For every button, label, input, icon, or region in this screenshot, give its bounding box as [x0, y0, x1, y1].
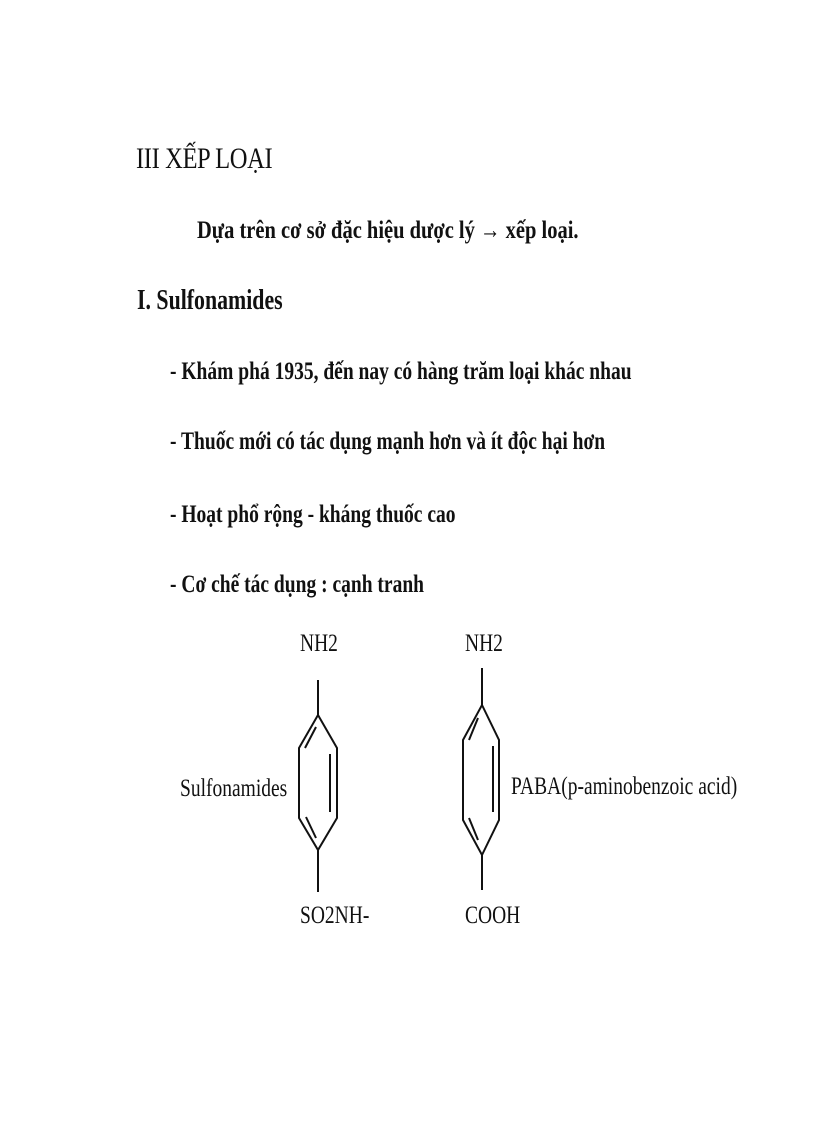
bullet-item: - Thuốc mới có tác dụng mạnh hơn và ít độc hại hơn: [170, 428, 606, 455]
left-bottom-group: SO2NH-: [300, 902, 370, 929]
bullet-item: - Cơ chế tác dụng : cạnh tranh: [170, 571, 425, 598]
sulfonamides-label: Sulfonamides: [180, 775, 288, 802]
ring-outline: [299, 715, 337, 850]
section-heading: III XẾP LOẠI: [136, 142, 273, 175]
double-bond-inner: [305, 727, 316, 748]
right-top-group: NH2: [465, 630, 503, 657]
bullet-item: - Hoạt phổ rộng - kháng thuốc cao: [170, 501, 456, 528]
subsection-heading: I. Sulfonamides: [137, 285, 283, 316]
sulfonamide-benzene-ring: [299, 680, 337, 892]
left-top-group: NH2: [300, 630, 338, 657]
bullet-item: - Khám phá 1935, đến nay có hàng trăm loại khác nhau: [170, 358, 632, 385]
intro-text: Dựa trên cơ sở đặc hiệu dược lý → xếp loại.: [197, 217, 579, 244]
paba-label: PABA(p-aminobenzoic acid): [511, 773, 738, 800]
double-bond-inner: [306, 817, 316, 838]
double-bond-inner: [469, 818, 478, 840]
paba-benzene-ring: [463, 668, 499, 890]
right-bottom-group: COOH: [465, 902, 521, 929]
